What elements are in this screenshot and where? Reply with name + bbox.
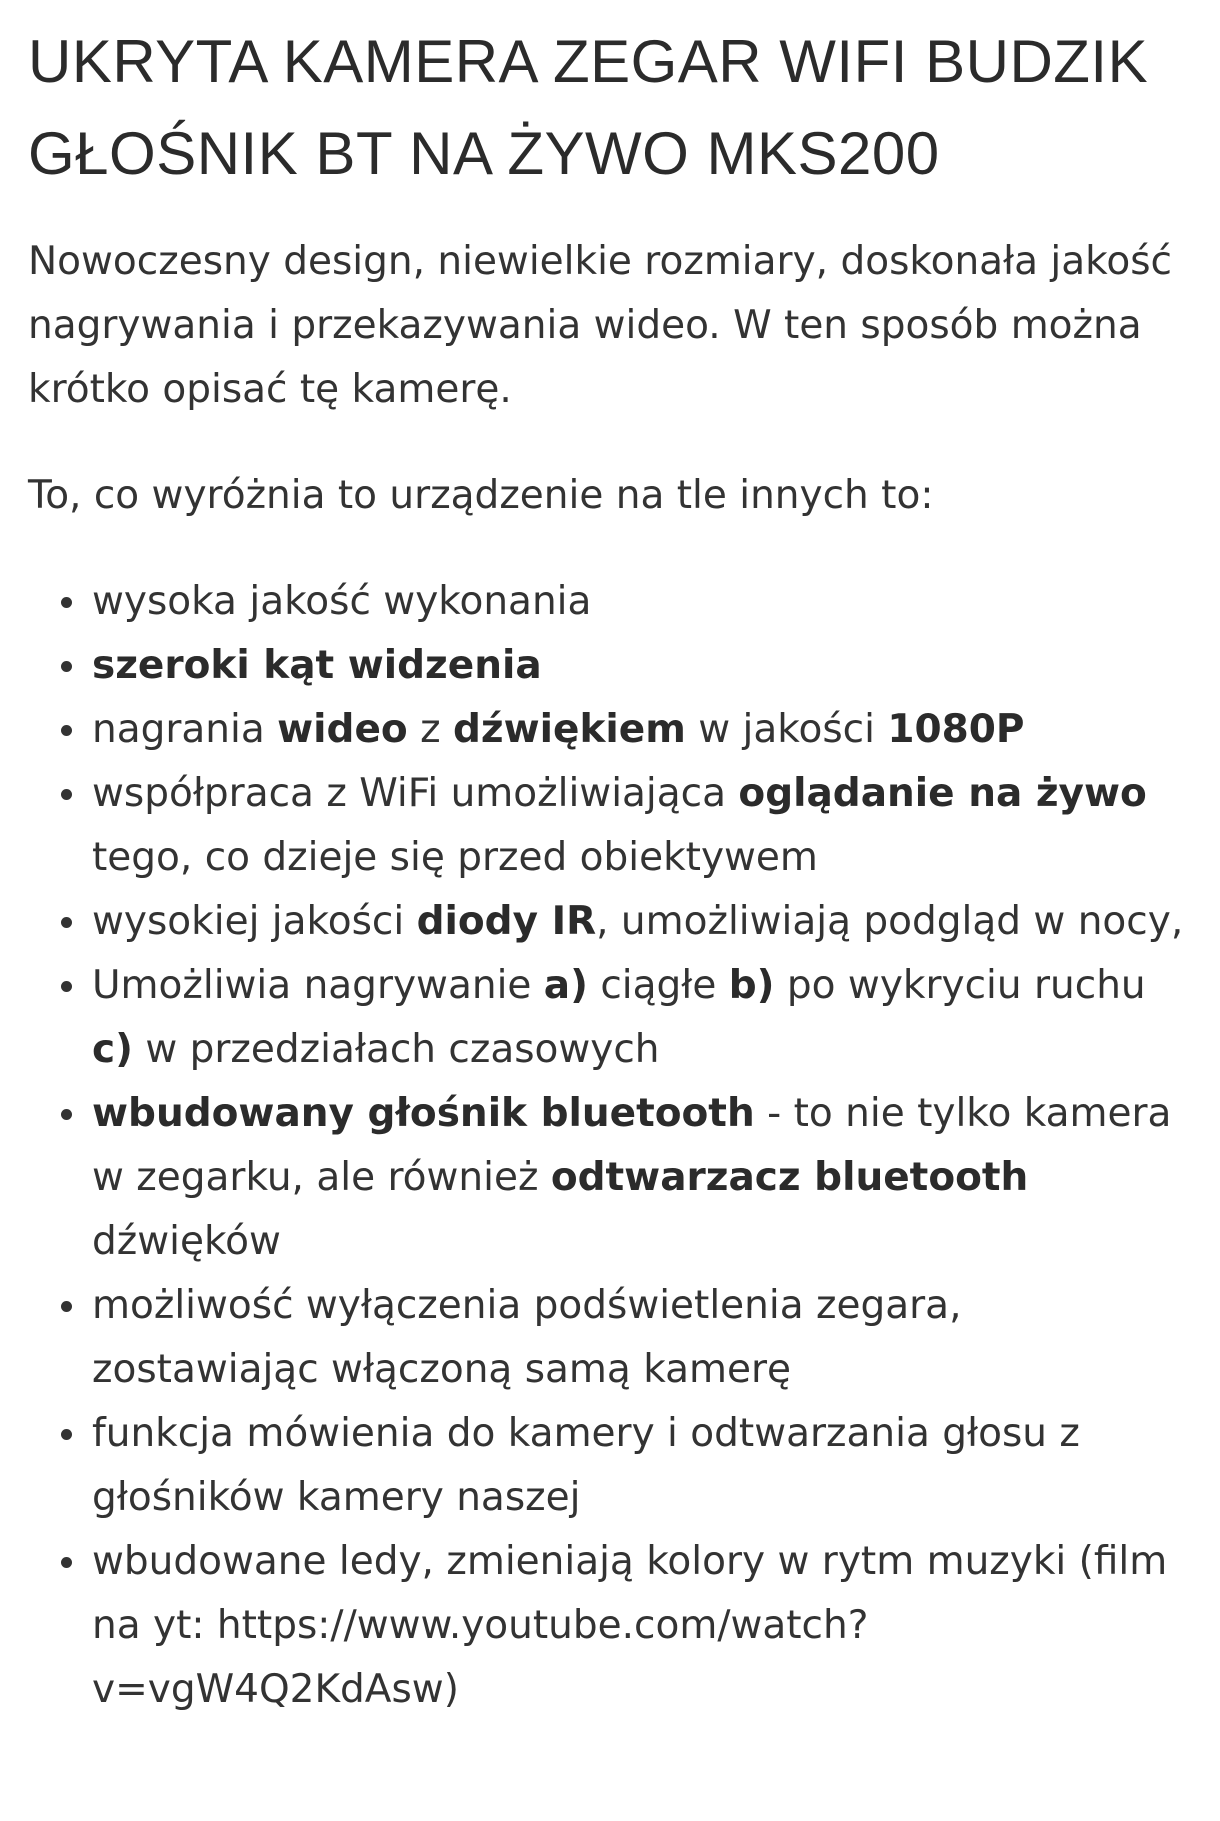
bullet-icon bbox=[61, 1557, 72, 1568]
list-item: funkcja mówienia do kamery i odtwarzania głosu z głośników kamery naszej bbox=[92, 1402, 1194, 1530]
bullet-icon bbox=[61, 1429, 72, 1440]
list-item: szeroki kąt widzenia bbox=[92, 634, 1194, 698]
bullet-icon bbox=[61, 1109, 72, 1120]
list-item: nagrania wideo z dźwiękiem w jakości 1080P bbox=[92, 698, 1194, 762]
product-title: UKRYTA KAMERA ZEGAR WIFI BUDZIK GŁOŚNIK BT NA ŻYWO MKS200 bbox=[28, 28, 1149, 187]
features-list bbox=[28, 570, 1194, 1722]
list-item: wbudowane ledy, zmieniają kolory w rytm muzyki (film na yt: https://www.youtube.com/watch?v=vgW4Q2KdAsw) bbox=[92, 1530, 1194, 1722]
bullet-icon bbox=[61, 789, 72, 800]
intro-paragraph: Nowoczesny design, niewielkie rozmiary, doskonała jakość nagrywania i przekazywania wideo. W ten sposób można krótko opisać tę kamerę. bbox=[28, 239, 1172, 412]
bullet-icon bbox=[61, 917, 72, 928]
features-heading: To, co wyróżnia to urządzenie na tle innych to: bbox=[28, 473, 934, 518]
list-item: możliwość wyłączenia podświetlenia zegara, zostawiając włączoną samą kamerę bbox=[92, 1274, 1194, 1402]
bullet-icon bbox=[61, 661, 72, 672]
bullet-icon bbox=[61, 725, 72, 736]
list-item: Umożliwia nagrywanie a) ciągłe b) po wykryciu ruchu c) w przedziałach czasowych bbox=[92, 954, 1194, 1082]
list-item: wysoka jakość wykonania bbox=[92, 570, 1194, 634]
bullet-icon bbox=[61, 981, 72, 992]
list-item: wbudowany głośnik bluetooth - to nie tylko kamera w zegarku, ale również odtwarzacz bluetooth dźwięków bbox=[92, 1082, 1194, 1274]
list-item: współpraca z WiFi umożliwiająca oglądanie na żywo tego, co dzieje się przed obiektywem bbox=[92, 762, 1194, 890]
bullet-icon bbox=[61, 597, 72, 608]
list-item: wysokiej jakości diody IR, umożliwiają podgląd w nocy, bbox=[92, 890, 1194, 954]
bullet-icon bbox=[61, 1301, 72, 1312]
